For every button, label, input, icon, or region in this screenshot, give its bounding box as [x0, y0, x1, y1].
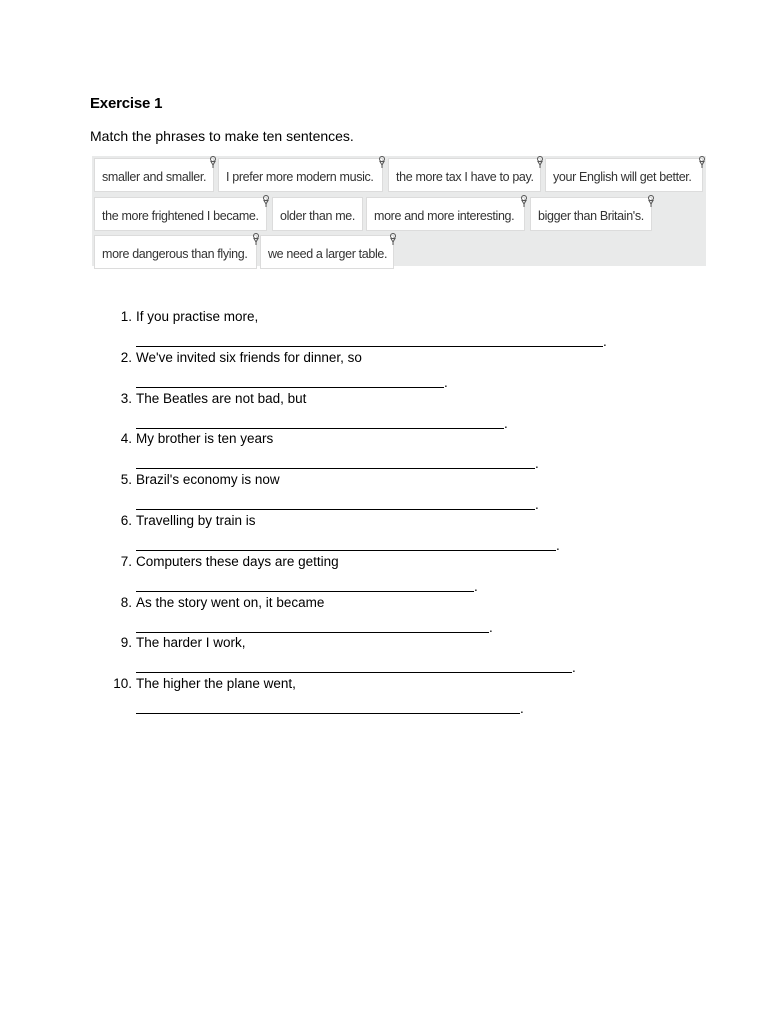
sentence-number: 3. — [120, 390, 132, 406]
phrase-chip[interactable] — [94, 158, 214, 192]
phrase-chip-label: bigger than Britain's. — [538, 209, 644, 223]
phrase-chip-label: more and more interesting. — [374, 209, 515, 223]
phrase-chip[interactable] — [545, 158, 703, 192]
answer-blank[interactable] — [136, 374, 444, 388]
sentence-end: . — [489, 619, 493, 635]
sentence-stem: If you practise more, — [136, 309, 259, 324]
sentence-end: . — [504, 415, 508, 431]
phrase-chip-label: older than me. — [280, 209, 356, 223]
sentence-end: . — [535, 497, 539, 513]
pin-icon — [697, 156, 707, 168]
sentence-stem: Travelling by train is — [136, 512, 256, 528]
pin-icon — [535, 156, 545, 168]
phrase-chip-label: we need a larger table. — [268, 247, 388, 261]
sentence-end: . — [535, 456, 539, 472]
sentence-end: . — [520, 701, 524, 717]
sentence-number: 5. — [120, 472, 132, 488]
pin-icon — [519, 195, 529, 207]
pin-icon — [261, 195, 271, 207]
answer-blank[interactable] — [136, 619, 489, 633]
answer-blank[interactable] — [136, 659, 572, 673]
phrase-chip[interactable] — [366, 197, 525, 231]
answer-blank[interactable] — [136, 700, 520, 714]
phrase-chip[interactable] — [94, 197, 267, 231]
sentence-number: 1. — [120, 309, 132, 324]
pin-icon — [388, 233, 398, 245]
pin-icon — [377, 156, 387, 168]
phrase-chip-label: the more tax I have to pay. — [396, 170, 534, 184]
sentence-stem: Computers these days are getting — [136, 553, 339, 569]
phrase-chip-label: the more frightened I became. — [102, 209, 259, 223]
exercise-title: Exercise 1 — [90, 95, 163, 112]
phrase-bank — [92, 156, 706, 266]
sentence-number: 7. — [120, 553, 132, 569]
sentence-number: 2. — [120, 349, 132, 365]
answer-blank[interactable] — [136, 333, 603, 347]
sentence-stem: The higher the plane went, — [136, 676, 296, 692]
answer-blank[interactable] — [136, 537, 556, 551]
sentence-number: 8. — [120, 594, 132, 610]
sentence-number: 9. — [120, 635, 132, 651]
sentence-stem: Brazil's economy is now — [136, 472, 280, 488]
phrase-chip-label: more dangerous than flying. — [102, 247, 248, 261]
phrase-chip[interactable] — [260, 235, 394, 269]
answer-blank[interactable] — [136, 578, 474, 592]
sentence-end: . — [474, 578, 478, 594]
phrase-chip-label: your English will get better. — [553, 170, 692, 184]
answer-blank[interactable] — [136, 496, 535, 510]
phrase-chip[interactable] — [530, 197, 652, 231]
phrase-chip-label: I prefer more modern music. — [226, 170, 374, 184]
phrase-chip-label: smaller and smaller. — [102, 170, 207, 184]
sentence-number: 6. — [120, 512, 132, 528]
answer-blank[interactable] — [136, 455, 535, 469]
sentence-number: 10. — [113, 676, 132, 692]
pin-icon — [646, 195, 656, 207]
exercise-instruction: Match the phrases to make ten sentences. — [90, 128, 354, 144]
sentence-end: . — [603, 334, 607, 349]
sentence-stem: My brother is ten years — [136, 431, 274, 447]
pin-icon — [208, 156, 218, 168]
sentence-end: . — [444, 374, 448, 390]
sentence-stem: The Beatles are not bad, but — [136, 390, 307, 406]
phrase-chip[interactable] — [272, 197, 363, 231]
sentence-number: 4. — [120, 431, 132, 447]
sentence-stem: We've invited six friends for dinner, so — [136, 349, 362, 365]
phrase-chip[interactable] — [388, 158, 541, 192]
sentence-stem: The harder I work, — [136, 635, 246, 651]
sentence-end: . — [572, 660, 576, 676]
phrase-chip[interactable] — [94, 235, 257, 269]
sentence-end: . — [556, 537, 560, 553]
sentence-stem: As the story went on, it became — [136, 594, 325, 610]
phrase-chip[interactable] — [218, 158, 383, 192]
answer-blank[interactable] — [136, 415, 504, 429]
